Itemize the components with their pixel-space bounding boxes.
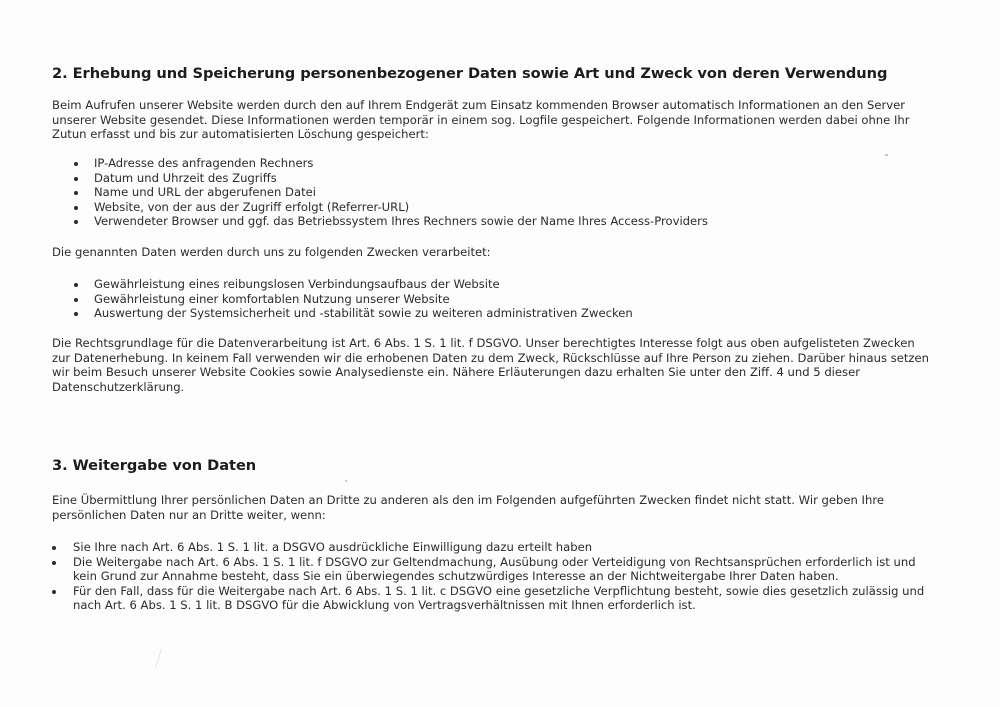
section-2-intro bbox=[52, 98, 967, 142]
list-item: Verwendeter Browser und ggf. das Betriebssystem Ihres Rechners sowie der Name Ihres Access-Providers bbox=[72, 214, 708, 229]
list-item: Datum und Uhrzeit des Zugriffs bbox=[72, 171, 708, 186]
collected-data-list bbox=[72, 156, 708, 229]
legal-basis-paragraph bbox=[52, 336, 967, 394]
purposes-list bbox=[72, 277, 633, 321]
text-line: Datenschutzerklärung. bbox=[52, 379, 185, 394]
text-line: Für den Fall, dass für die Weitergabe nach Art. 6 Abs. 1 S. 1 lit. c DSGVO eine gesetzliche Verpflichtung besteht, sowie dies gesetzlich zulässig und bbox=[73, 583, 925, 598]
list-item bbox=[52, 555, 967, 584]
list-item: Gewährleistung eines reibungslosen Verbindungsaufbaus der Website bbox=[72, 277, 633, 292]
text-line: Die Rechtsgrundlage für die Datenverarbeitung ist Art. 6 Abs. 1 S. 1 lit. f DSGVO. Unser berechtigtes Interesse folgt aus oben aufgelisteten Zwecken bbox=[52, 336, 915, 350]
text-line: Sie Ihre nach Art. 6 Abs. 1 S. 1 lit. a DSGVO ausdrückliche Einwilligung dazu erteilt haben bbox=[73, 540, 593, 554]
text-line: persönlichen Daten nur an Dritte weiter, wenn: bbox=[52, 507, 326, 522]
section-3-heading: 3. Weitergabe von Daten bbox=[52, 457, 257, 474]
list-item: Gewährleistung einer komfortablen Nutzung unserer Website bbox=[72, 292, 633, 307]
text-line: kein Grund zur Annahme besteht, dass Sie ein überwiegendes schutzwürdiges Interesse an der Nichtweitergabe Ihrer Daten haben. bbox=[73, 569, 839, 584]
list-item bbox=[52, 540, 967, 555]
purposes-intro: Die genannten Daten werden durch uns zu folgenden Zwecken verarbeitet: bbox=[52, 245, 491, 259]
text-line: zur Datenerhebung. In keinem Fall verwenden wir die erhobenen Daten zu dem Zweck, Rückschlüsse auf Ihre Person zu ziehen. Darüber hinaus setzen bbox=[52, 350, 929, 365]
text-line: Beim Aufrufen unserer Website werden durch den auf Ihrem Endgerät zum Einsatz kommenden Browser automatisch Informationen an den Server bbox=[52, 98, 906, 112]
list-item: IP-Adresse des anfragenden Rechners bbox=[72, 156, 708, 171]
list-item bbox=[52, 584, 967, 613]
text-line: Die Weitergabe nach Art. 6 Abs. 1 S. 1 lit. f DSGVO zur Geltendmachung, Ausübung oder Verteidigung von Rechtsansprüchen erforderlich ist und bbox=[73, 554, 916, 569]
transfer-conditions-list bbox=[52, 540, 967, 613]
list-item: Website, von der aus der Zugriff erfolgt (Referrer-URL) bbox=[72, 200, 708, 215]
scan-speck bbox=[345, 480, 347, 482]
section-2-heading: 2. Erhebung und Speicherung personenbezogener Daten sowie Art und Zweck von deren Verwendung bbox=[52, 65, 888, 82]
text-line: wir beim Besuch unserer Website Cookies sowie Analysedienste ein. Nähere Erläuterungen dazu erhalten Sie unter den Ziff. 4 und 5 dieser bbox=[52, 365, 860, 380]
list-item: Auswertung der Systemsicherheit und -stabilität sowie zu weiteren administrativen Zwecken bbox=[72, 306, 633, 321]
scan-speck bbox=[155, 648, 162, 667]
section-3-intro bbox=[52, 493, 967, 522]
text-line: Eine Übermittlung Ihrer persönlichen Daten an Dritte zu anderen als den im Folgenden aufgeführten Zwecken findet nicht statt. Wir geben Ihre bbox=[52, 493, 884, 507]
text-line: Zutun erfasst und bis zur automatisierten Löschung gespeichert: bbox=[52, 127, 429, 142]
text-line: unserer Website gesendet. Diese Informationen werden temporär in einem sog. Logfile gespeichert. Folgende Informationen werden dabei ohne Ihr bbox=[52, 112, 910, 127]
scan-speck bbox=[885, 154, 888, 156]
list-item: Name und URL der abgerufenen Datei bbox=[72, 185, 708, 200]
text-line: nach Art. 6 Abs. 1 S. 1 lit. B DSGVO für die Abwicklung von Vertragsverhältnissen mit Ihnen erforderlich ist. bbox=[73, 598, 696, 613]
